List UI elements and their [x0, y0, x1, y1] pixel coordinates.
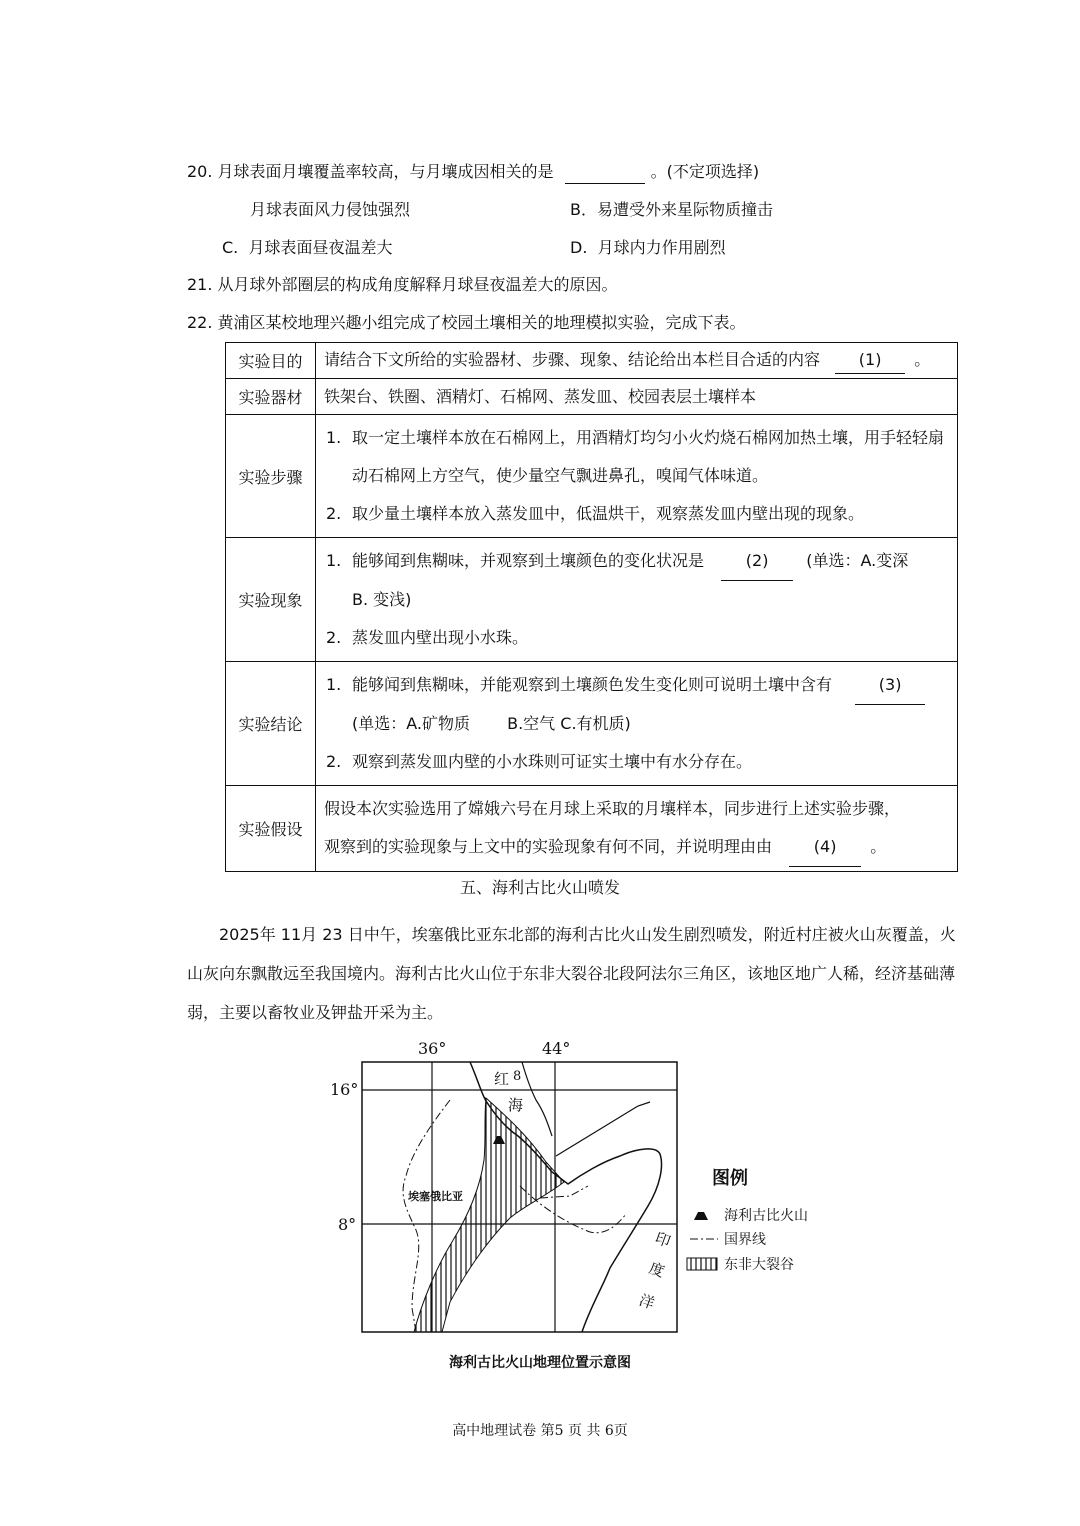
phenomenon-1: 1. 能够闻到焦糊味，并观察到土壤颜色的变化状况是 (2) (单选：A.变深 B. 变浅) — [324, 542, 949, 619]
blank-3[interactable]: (3) — [855, 666, 925, 705]
q20-option-b: B．易遭受外来星际物质撞击 — [570, 200, 773, 219]
row-content-conclusion — [316, 662, 958, 786]
q20-answer-blank[interactable] — [565, 161, 645, 184]
q21-number: 21. — [187, 275, 213, 294]
section-paragraph: 2025年 11月 23 日中午，埃塞俄比亚东北部的海利古比火山发生剧烈喷发，附近村庄被火山灰覆盖，火山灰向东飘散远至我国境内。海利古比火山位于东非大裂谷北段阿法尔三角区，该地区地广人稀，经济基础薄弱，主要以畜牧业及钾盐开采为主。 — [187, 925, 956, 1022]
experiment-table — [225, 342, 958, 872]
row-content-equipment: 铁架台、铁圈、酒精灯、石棉网、蒸发皿、校园表层土壤样本 — [316, 379, 958, 415]
red-sea-label-1: 红 — [494, 1070, 510, 1088]
page-footer: 高中地理试卷 第5 页 共 6页 — [452, 1423, 628, 1439]
table-row-hypothesis — [226, 786, 958, 872]
q20-option-d: D. 月球内力作用剧烈 — [570, 238, 726, 257]
row-content-phenomena — [316, 538, 958, 662]
q22 — [187, 312, 746, 334]
row-content-hypothesis: 假设本次实验选用了嫦娥六号在月球上采取的月壤样本，同步进行上述实验步骤， 观察到的实验现象与上文中的实验现象有何不同，并说明理由由 (4) 。 — [316, 786, 958, 872]
ocean-label-1: 印 — [652, 1228, 673, 1251]
red-sea-number: 8 — [513, 1069, 522, 1084]
legend-volcano-text: 海利古比火山 — [724, 1208, 808, 1224]
q20-suffix: 。(不定项选择) — [650, 162, 760, 181]
ocean-label-3: 洋 — [636, 1290, 657, 1313]
lon-label-44: 44° — [542, 1039, 571, 1058]
table-row-equipment — [226, 379, 958, 415]
table-row-conclusion — [226, 662, 958, 786]
legend-volcano-icon — [694, 1212, 708, 1220]
q22-text: 黄浦区某校地理兴趣小组完成了校园土壤相关的地理模拟实验，完成下表。 — [217, 313, 746, 332]
q22-number: 22. — [187, 313, 213, 332]
phenomenon-2: 2. 蒸发皿内壁出现小水珠。 — [326, 628, 529, 647]
table-row-phenomena — [226, 538, 958, 662]
q20-stem — [187, 161, 759, 184]
blank-2[interactable]: (2) — [721, 542, 793, 581]
legend-rift-icon — [687, 1258, 717, 1270]
step-2: 2. 取少量土壤样本放入蒸发皿中，低温烘干，观察蒸发皿内壁出现的现象。 — [326, 504, 865, 523]
ocean-label-2: 度 — [646, 1258, 667, 1281]
row-label-steps: 实验步骤 — [226, 415, 316, 538]
row-label-purpose: 实验目的 — [226, 343, 316, 379]
q21 — [187, 274, 618, 296]
table-row-purpose — [226, 343, 958, 379]
row-content-steps — [316, 415, 958, 538]
lat-label-16: 16° — [330, 1080, 359, 1099]
location-map — [320, 1036, 840, 1336]
red-sea-label-2: 海 — [508, 1096, 524, 1114]
map-caption: 海利古比火山地理位置示意图 — [449, 1355, 631, 1371]
q20-text: 月球表面月壤覆盖率较高，与月壤成因相关的是 — [217, 162, 554, 181]
row-content-purpose: 请结合下文所给的实验器材、步骤、现象、结论给出本栏目合适的内容 (1) 。 — [316, 343, 958, 379]
conclusion-2: 2. 观察到蒸发皿内壁的小水珠则可证实土壤中有水分存在。 — [326, 752, 753, 771]
lat-label-8: 8° — [338, 1215, 357, 1234]
q21-text: 从月球外部圈层的构成角度解释月球昼夜温差大的原因。 — [217, 275, 618, 294]
country-label: 埃塞俄比亚 — [408, 1190, 463, 1203]
step-1: 1. 取一定土壤样本放在石棉网上，用酒精灯均匀小火灼烧石棉网加热土壤，用手轻轻扇动石棉网上方空气，使少量空气飘进鼻孔，嗅闻气体味道。 — [326, 428, 945, 485]
map-svg — [320, 1036, 840, 1336]
q20-option-c: C. 月球表面昼夜温差大 — [222, 238, 393, 257]
blank-1[interactable]: (1) — [835, 347, 905, 374]
row-label-phenomena: 实验现象 — [226, 538, 316, 662]
q20-number: 20. — [187, 162, 213, 181]
legend-border-text: 国界线 — [724, 1232, 766, 1248]
row-label-equipment: 实验器材 — [226, 379, 316, 415]
blank-4[interactable]: (4) — [789, 828, 861, 867]
legend-title: 图例 — [712, 1168, 748, 1189]
conclusion-1: 1. 能够闻到焦糊味，并能观察到土壤颜色发生变化则可说明土壤中含有 (3) (单选：A.矿物质 B.空气 C.有机质) — [324, 666, 949, 743]
legend-rift-text: 东非大裂谷 — [724, 1257, 794, 1273]
table-row-steps — [226, 415, 958, 538]
section-title: 五、海利古比火山喷发 — [459, 878, 620, 897]
row-label-hypothesis: 实验假设 — [226, 786, 316, 872]
lon-label-36: 36° — [418, 1039, 447, 1058]
q20-option-a: 月球表面风力侵蚀强烈 — [250, 200, 411, 219]
row-label-conclusion: 实验结论 — [226, 662, 316, 786]
